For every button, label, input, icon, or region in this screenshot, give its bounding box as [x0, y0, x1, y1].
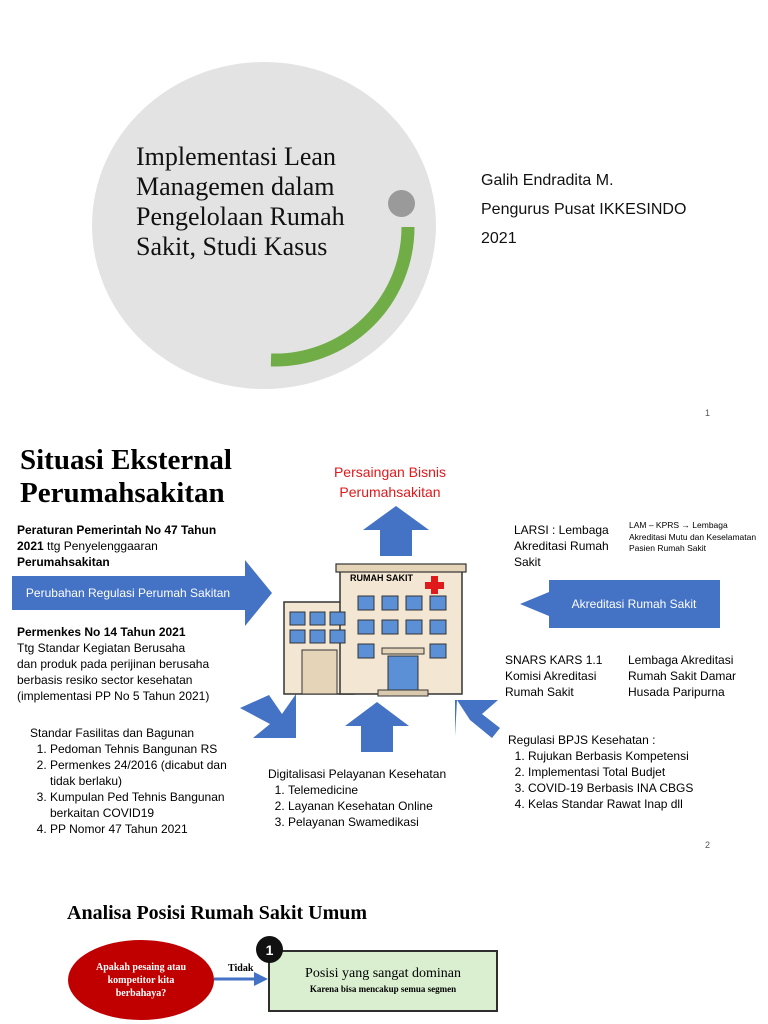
accreditation-arrow-label: Akreditasi Rumah Sakit [571, 597, 697, 611]
list-item: 3. COVID-19 Berbasis INA CBGS [528, 780, 748, 796]
damar-text: Lembaga Akreditasi Rumah Sakit Damar Husada Paripurna [628, 653, 737, 699]
presentation-title: Implementasi Lean Managemen dalam Pengelolaan Rumah Sakit, Studi Kasus [136, 142, 345, 261]
question-text: Apakah pesaing atau kompetitor kita berbahaya? [95, 961, 187, 999]
bpjs-block: Regulasi BPJS Kesehatan : 1. Rujukan Berbasis Kompetensi 2. Implementasi Total Budjet 3. COVID-19 Berbasis INA CBGS 4. Kelas Standar Rawat Inap dll [508, 732, 748, 812]
hospital-sign: RUMAH SAKIT [350, 573, 413, 583]
step-badge: 1 [256, 936, 283, 963]
competition-label: Persaingan Bisnis Perumahsakitan [333, 464, 447, 500]
pp47-text: Peraturan Pemerintah No 47 Tahun 2021 ttg Penyelenggaaran Perumahsakitan [17, 523, 217, 569]
slide-3 [0, 864, 768, 1024]
up-arrow-center [345, 702, 409, 752]
list-item: 3. Kumpulan Ped Tehnis Bangunan berkaitan COVID19 [50, 789, 230, 821]
page-number: 2 [705, 840, 711, 850]
page-number: 1 [705, 408, 711, 418]
permenkes-text: Permenkes No 14 Tahun 2021 Ttg Standar Kegiatan Berusaha dan produk pada perijinan berusaha berbasis resiko sector kesehatan (implementasi PP No 5 Tahun 2021) [17, 625, 210, 703]
dominant-position-box [268, 950, 498, 1012]
no-label: Tidak [228, 963, 254, 974]
list-item: 1. Rujukan Berbasis Kompetensi [528, 748, 748, 764]
author-organization: Pengurus Pusat IKKESINDO [481, 201, 687, 218]
presentation-year: 2021 [481, 230, 517, 247]
digital-block: Digitalisasi Pelayanan Kesehatan 1. Telemedicine 2. Layanan Kesehatan Online 3. Pelayanan Swamedikasi [268, 766, 468, 830]
list-item: 1. Telemedicine [288, 782, 468, 798]
box-subtitle: Karena bisa mencakup semua segmen [309, 984, 457, 994]
list-item: 4. PP Nomor 47 Tahun 2021 [50, 821, 230, 837]
slide-2 [0, 432, 768, 864]
facility-block: Standar Fasilitas dan Bagunan 1. Pedoman Tehnis Bangunan RS 2. Permenkes 24/2016 (dicabut dan tidak berlaku) 3. Kumpulan Ped Tehnis Bangunan berkaitan COVID19 4. PP Nomor 47 Tahun 2021 [30, 725, 230, 837]
list-item: 4. Kelas Standar Rawat Inap dll [528, 796, 748, 812]
list-item: 3. Pelayanan Swamedikasi [288, 814, 468, 830]
lam-kprs-text: LAM – KPRS → Lembaga Akreditasi Mutu dan Keselamatan Pasien Rumah Sakit [629, 520, 757, 553]
author-name: Galih Endradita M. [481, 172, 614, 189]
slide-title: Analisa Posisi Rumah Sakit Umum [67, 902, 368, 924]
list-item: 2. Layanan Kesehatan Online [288, 798, 468, 814]
list-item: 2. Implementasi Total Budjet [528, 764, 748, 780]
list-item: 2. Permenkes 24/2016 (dicabut dan tidak berlaku) [50, 757, 230, 789]
snars-text: SNARS KARS 1.1 Komisi Akreditasi Rumah Sakit [505, 653, 603, 699]
box-title: Posisi yang sangat dominan [305, 966, 461, 981]
author-block [481, 166, 686, 253]
question-ellipse [68, 940, 214, 1020]
slide-title: Situasi Eksternal Perumahsakitan [20, 444, 232, 509]
diag-arrow-right [455, 700, 500, 738]
list-item: 1. Pedoman Tehnis Bangunan RS [50, 741, 230, 757]
regulation-arrow-label: Perubahan Regulasi Perumah Sakitan [25, 586, 231, 600]
up-arrow-top [363, 506, 429, 556]
larsi-text: LARSI : Lembaga Akreditasi Rumah Sakit [514, 523, 609, 569]
slide-1 [0, 0, 768, 432]
